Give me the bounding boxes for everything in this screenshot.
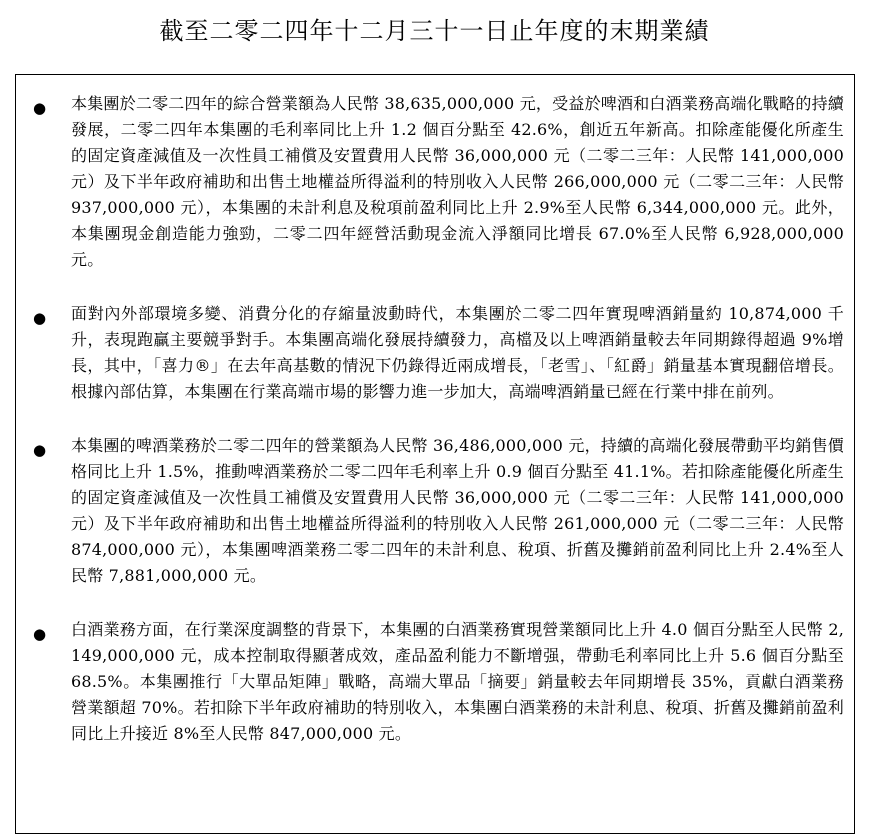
paragraph-beer-volume: 面對內外部環境多變、消費分化的存縮量波動時代，本集團於二零二四年實現啤酒銷量約 10,874,000 千升，表現跑贏主要競爭對手。本集團高端化發展持續發力，高檔及以上啤酒銷量較去年同期錄得超過 9%增長，其中，「喜力®」在去年高基數的情況下仍錄得近兩成增長，「老雪」、「紅爵」銷量基本實現翻倍增長。根據內部估算，本集團在行業高端市場的影響力進一步加大，高端啤酒銷量已經在行業中排在前列。 <box>71 304 844 401</box>
paragraph-beer-business: 本集團的啤酒業務於二零二四年的營業額為人民幣 36,486,000,000 元，持續的高端化發展帶動平均銷售價格同比上升 1.5%，推動啤酒業務於二零二四年毛利率上升 0.9 個百分點至 41.1%。若扣除產能優化所產生的固定資產減值及一次性員工補償及安置費用人民幣 36,000,000 元（二零二三年：人民幣 141,000,000 元）及下半年政府補助和出售土地權益所得溢利的特別收入人民幣 261,000,000 元（二零二三年：人民幣 874,000,000 元），本集團啤酒業務二零二四年的未計利息、稅項、折舊及攤銷前盈利同比上升 2.4%至人民幣 7,881,000,000 元。 <box>71 436 844 585</box>
page-title: 截至二零二四年十二月三十一日止年度的末期業績 <box>159 17 710 45</box>
bullet-icon: ● <box>33 441 47 459</box>
bullet-icon: ● <box>33 99 47 117</box>
bullet-icon: ● <box>33 309 47 327</box>
paragraph-revenue: 本集團於二零二四年的綜合營業額為人民幣 38,635,000,000 元，受益於啤酒和白酒業務高端化戰略的持續發展，二零二四年本集團的毛利率同比上升 1.2 個百分點至 42.6%，創近五年新高。扣除產能優化所產生的固定資產減值及一次性員工補償及安置費用人民幣 36,000,000 元（二零二三年：人民幣 141,000,000 元）及下半年政府補助和出售土地權益所得溢利的特別收入人民幣 266,000,000 元（二零二三年：人民幣 937,000,000 元），本集團的未計利息及稅項前盈利同比上升 2.9%至人民幣 6,344,000,000 元。此外，本集團現金創造能力強勁，二零二四年經營活動現金流入淨額同比增長 67.0%至人民幣 6,928,000,000 元。 <box>71 94 844 269</box>
list-item <box>16 301 854 405</box>
results-box <box>15 74 855 834</box>
paragraph-baijiu-business: 白酒業務方面，在行業深度調整的背景下，本集團的白酒業務實現營業額同比上升 4.0 個百分點至人民幣 2,149,000,000 元，成本控制取得顯著成效，產品盈利能力不斷增强，帶動毛利率同比上升 5.6 個百分點至 68.5%。本集團推行「大單品矩陣」戰略，高端大單品「摘要」銷量較去年同期增長 35%，貢獻白酒業務營業額超 70%。若扣除下半年政府補助的特別收入，本集團白酒業務的未計利息、稅項、折舊及攤銷前盈利同比上升接近 8%至人民幣 847,000,000 元。 <box>71 620 844 743</box>
list-item <box>16 91 854 273</box>
list-item <box>16 617 854 747</box>
list-item <box>16 433 854 589</box>
bullet-list <box>16 91 854 775</box>
bullet-icon: ● <box>33 625 47 643</box>
